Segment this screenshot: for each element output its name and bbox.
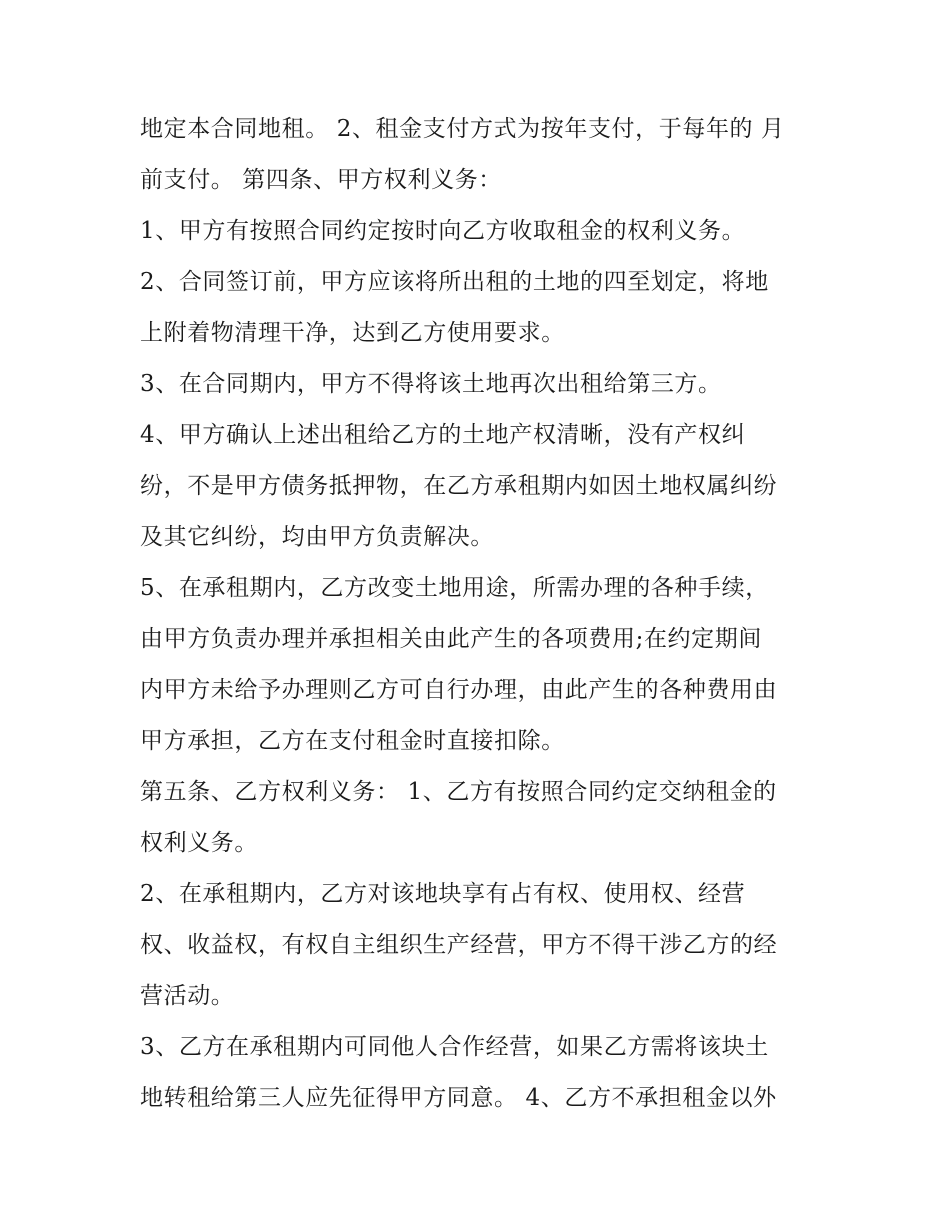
text-line: 3、在合同期内，甲方不得将该土地再次出租给第三方。 [140, 371, 722, 397]
text-line: 2、在承租期内，乙方对该地块享有占有权、使用权、经营 [140, 881, 746, 907]
text-line: 地定本合同地租。 2、租金支付方式为按年支付，于每年的 月 [140, 116, 785, 142]
text-line: 权利义务。 [140, 830, 258, 856]
text-line: 上附着物清理干净，达到乙方使用要求。 [140, 320, 565, 346]
text-line: 及其它纠纷，均由甲方负责解决。 [140, 524, 494, 550]
text-line: 1、甲方有按照合同约定按时向乙方收取租金的权利义务。 [140, 218, 746, 244]
text-line: 内甲方未给予办理则乙方可自行办理，由此产生的各种费用由 [140, 677, 778, 703]
text-line: 由甲方负责办理并承担相关由此产生的各项费用;在约定期间 [140, 626, 762, 652]
text-line: 地转租给第三人应先征得甲方同意。 4、乙方不承担租金以外 [140, 1085, 777, 1111]
text-line: 3、乙方在承租期内可同他人合作经营，如果乙方需将该块土 [140, 1034, 769, 1060]
text-line: 5、在承租期内，乙方改变土地用途，所需办理的各种手续， [140, 575, 769, 601]
text-line: 2、合同签订前，甲方应该将所出租的土地的四至划定，将地 [140, 269, 769, 295]
text-line: 营活动。 [140, 983, 235, 1009]
text-line: 4、甲方确认上述出租给乙方的土地产权清晰，没有产权纠 [140, 422, 746, 448]
text-line: 前支付。 第四条、甲方权利义务： [140, 167, 502, 193]
text-line: 甲方承担，乙方在支付租金时直接扣除。 [140, 728, 565, 754]
text-line: 权、收益权，有权自主组织生产经营，甲方不得干涉乙方的经 [140, 932, 778, 958]
text-line: 纷，不是甲方债务抵押物，在乙方承租期内如因土地权属纠纷 [140, 473, 778, 499]
text-line: 第五条、乙方权利义务： 1、乙方有按照合同约定交纳租金的 [140, 779, 777, 805]
